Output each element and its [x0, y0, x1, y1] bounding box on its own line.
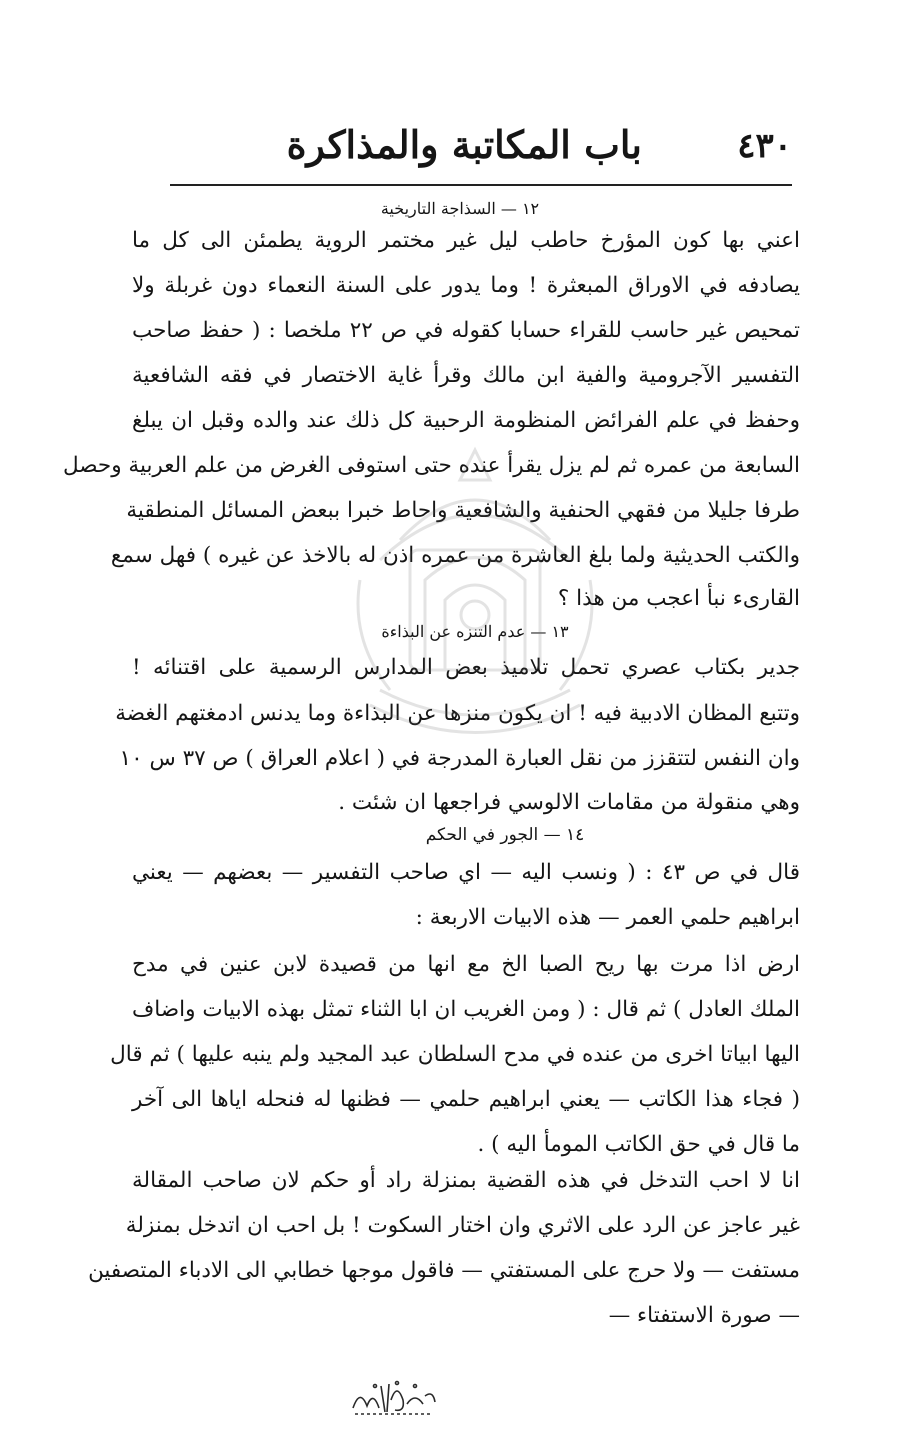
- section-12-line: القارىء نبأ اعجب من هذا ؟: [557, 586, 800, 611]
- page-header: [170, 118, 792, 178]
- section-12-line: التفسير الآجرومية والفية ابن مالك وقرأ غاية الاختصار في فقه الشافعية: [132, 363, 800, 388]
- section-13-line: وهي منقولة من مقامات الالوسي فراجعها ان شئت .: [338, 790, 800, 815]
- section-12-line: اعني بها كون المؤرخ حاطب ليل غير مختمر الروية يطمئن الى كل ما: [132, 228, 800, 253]
- section-14-line: ما قال في حق الكاتب المومأ اليه ) .: [477, 1132, 800, 1157]
- section-12-line: يصادفه في الاوراق المبعثرة ! وما يدور على السنة النعماء دون غربلة ولا: [132, 273, 800, 298]
- section-12-line: وحفظ في علم الفرائض المنظومة الرحبية كل ذلك عند والده وقبل ان يبلغ: [132, 408, 800, 433]
- section-12-line: طرفا جليلا من فقهي الحنفية والشافعية واحاط خبرا ببعض المسائل المنطقية: [126, 498, 800, 523]
- section-14-line: ( فجاء هذا الكاتب — يعني ابراهيم حلمي — فظنها له فنحله اياها الى آخر: [132, 1087, 800, 1112]
- section-14-line: ابراهيم حلمي العمر — هذه الابيات الاربعة :: [415, 905, 800, 930]
- section-14-line: اليها ابياتا اخرى من عنده في مدح السلطان عبد المجيد ولم ينبه عليها ) ثم قال: [110, 1042, 800, 1067]
- section-14-line: قال في ص ٤٣ : ( ونسب اليه — اي صاحب التفسير — بعضهم — يعني: [132, 860, 800, 885]
- section-14-line: غير عاجز عن الرد على الاثري وان اختار السكوت ! بل احب ان اتدخل بمنزلة: [125, 1213, 800, 1238]
- section-14-line: انا لا احب التدخل في هذه القضية بمنزلة راد أو حكم لان صاحب المقالة: [132, 1168, 800, 1193]
- header-rule: [170, 184, 792, 186]
- watermark-emblem-icon: [340, 440, 610, 740]
- section-13-heading: ١٣ — عدم التنزه عن البذاءة: [381, 622, 569, 641]
- seal-stamp-icon: [345, 1378, 440, 1418]
- section-12-line: السابعة من عمره ثم لم يزل يقرأ عنده حتى استوفى الغرض من علم العربية وحصل: [63, 453, 800, 478]
- section-14-heading: ١٤ — الجور في الحكم: [425, 825, 585, 845]
- running-title: باب المكاتبة والمذاكرة: [286, 122, 642, 167]
- page-number: ٤٣٠: [737, 126, 792, 166]
- section-12-heading: ١٢ — السذاجة التاريخية: [380, 199, 540, 218]
- section-14-line: ارض اذا مرت بها ريح الصبا الخ مع انها من قصيدة لابن عنين في مدح: [132, 952, 800, 977]
- section-14-line: الملك العادل ) ثم قال : ( ومن الغريب ان ابا الثناء تمثل بهذه الابيات واضاف: [132, 997, 800, 1022]
- section-12-line: والكتب الحديثية ولما بلغ العاشرة من عمره اذن له بالاخذ عن غيره ) فهل سمع: [110, 543, 800, 568]
- section-14-line: — صورة الاستفتاء —: [608, 1303, 800, 1328]
- section-13-line: وتتبع المظان الادبية فيه ! ان يكون منزها عن البذاءة وما يدنس ادمغتهم الغضة: [115, 701, 800, 726]
- section-13-line: جدير بكتاب عصري تحمل تلاميذ بعض المدارس الرسمية على اقتنائه !: [132, 655, 800, 680]
- section-13-line: وان النفس لتتقزز من نقل العبارة المدرجة في ( اعلام العراق ) ص ٣٧ س ١٠: [119, 746, 800, 771]
- section-14-line: مستفت — ولا حرج على المستفتي — فاقول موجها خطابي الى الادباء المتصفين: [88, 1258, 800, 1283]
- section-12-line: تمحيص غير حاسب للقراء حسابا كقوله في ص ٢٢ ملخصا : ( حفظ صاحب: [132, 318, 800, 343]
